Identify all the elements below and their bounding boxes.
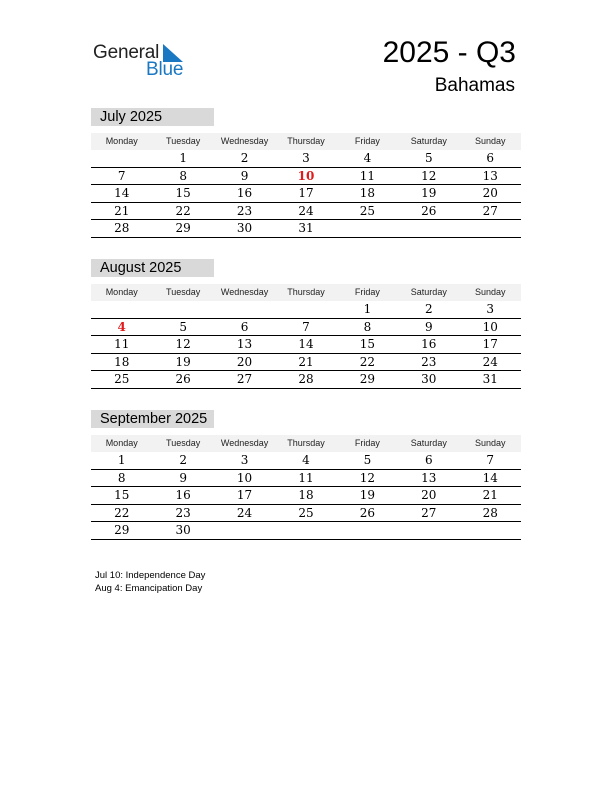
day-cell: 13	[482, 168, 498, 183]
week-row	[91, 203, 521, 221]
day-cell: 12	[359, 470, 376, 485]
empty-day-cell	[214, 301, 275, 318]
weekday-label: Sunday	[474, 438, 506, 448]
day-cell: 8	[363, 319, 372, 334]
week-row	[91, 505, 521, 523]
day-cell: 1	[179, 151, 187, 165]
month-label: September 2025	[91, 410, 214, 428]
empty-day-cell	[337, 220, 398, 237]
day-cell: 9	[240, 168, 249, 183]
week-row	[91, 319, 521, 337]
empty-day-cell	[460, 522, 521, 539]
week-row	[91, 470, 521, 488]
day-cell: 23	[421, 354, 437, 369]
week-row	[91, 220, 521, 238]
day-cell: 13	[421, 470, 437, 485]
day-cell: 26	[359, 505, 376, 520]
day-cell: 30	[421, 372, 437, 387]
day-cell: 2	[179, 453, 187, 467]
day-cell: 1	[117, 453, 126, 467]
day-cell: 19	[175, 354, 191, 369]
empty-day-cell	[91, 301, 152, 318]
day-cell: 20	[482, 186, 498, 201]
day-cell: 17	[298, 186, 314, 201]
day-cell: 21	[482, 488, 498, 503]
holiday-note: Jul 10: Independence Day	[95, 570, 206, 581]
day-cell: 11	[114, 337, 130, 352]
day-cell: 2	[425, 302, 433, 316]
day-cell: 25	[359, 203, 376, 218]
day-cell: 22	[359, 354, 376, 369]
week-row	[91, 185, 521, 203]
day-cell: 24	[298, 203, 314, 218]
holiday-note: Aug 4: Emancipation Day	[95, 583, 203, 594]
day-cell: 9	[425, 319, 433, 334]
day-cell: 18	[298, 488, 314, 503]
week-row	[91, 371, 521, 389]
day-cell: 16	[236, 186, 253, 201]
weekday-label: Friday	[354, 136, 380, 146]
logo-text-general: General	[93, 42, 160, 63]
day-cell: 11	[298, 470, 314, 485]
day-cell: 17	[236, 488, 253, 503]
weekday-label: Saturday	[410, 438, 447, 448]
empty-day-cell	[398, 220, 459, 237]
week-row	[91, 487, 521, 505]
day-cell: 29	[359, 372, 376, 387]
weekday-label: Friday	[354, 287, 380, 297]
weekday-label: Saturday	[410, 136, 447, 146]
day-cell: 23	[175, 505, 191, 520]
weekday-label: Tuesday	[166, 438, 201, 448]
weekday-label: Monday	[105, 438, 138, 448]
weekday-label: Monday	[105, 136, 138, 146]
week-row	[91, 354, 521, 372]
day-cell: 19	[421, 186, 437, 201]
week-row	[91, 522, 521, 540]
day-cell: 25	[298, 505, 314, 520]
day-cell: 3	[240, 453, 249, 467]
weekday-label: Wednesday	[220, 136, 269, 146]
weekday-label: Wednesday	[220, 438, 269, 448]
logo-text-blue: Blue	[146, 59, 184, 80]
day-cell: 4	[302, 453, 310, 467]
empty-day-cell	[214, 522, 275, 539]
day-cell: 22	[175, 203, 191, 218]
day-cell: 2	[240, 151, 249, 165]
day-cell: 13	[236, 337, 253, 352]
day-cell: 6	[486, 151, 495, 165]
weekday-label: Friday	[354, 438, 380, 448]
day-cell: 9	[179, 470, 187, 485]
day-cell: 12	[421, 168, 437, 183]
day-cell: 14	[482, 470, 498, 485]
weekday-label: Sunday	[474, 136, 506, 146]
day-cell: 5	[179, 319, 187, 334]
day-cell: 21	[298, 354, 314, 369]
day-cell: 5	[425, 151, 433, 165]
weekday-label: Sunday	[474, 287, 506, 297]
empty-day-cell	[337, 522, 398, 539]
empty-day-cell	[275, 522, 336, 539]
empty-day-cell	[275, 301, 336, 318]
weekday-label: Tuesday	[166, 136, 201, 146]
weekday-label: Wednesday	[220, 287, 269, 297]
day-cell: 20	[421, 488, 437, 503]
day-cell: 21	[114, 203, 130, 218]
day-cell: 10	[482, 319, 498, 334]
day-cell: 26	[421, 203, 437, 218]
day-cell: 7	[117, 168, 126, 183]
weekday-label: Tuesday	[166, 287, 201, 297]
day-cell: 14	[114, 186, 130, 201]
week-row	[91, 150, 521, 168]
day-cell: 7	[302, 319, 310, 334]
day-cell: 8	[117, 470, 126, 485]
day-cell: 28	[114, 221, 130, 236]
day-cell: 5	[363, 453, 372, 467]
day-cell: 24	[236, 505, 253, 520]
day-cell: 8	[179, 168, 187, 183]
day-cell: 11	[359, 168, 376, 183]
weekday-label: Thursday	[287, 287, 325, 297]
day-cell: 20	[236, 354, 253, 369]
weeks	[91, 301, 521, 389]
empty-day-cell	[398, 522, 459, 539]
day-cell: 25	[114, 372, 130, 387]
holiday-day-cell: 4	[117, 319, 126, 334]
day-cell: 17	[482, 337, 498, 352]
day-cell: 29	[114, 523, 130, 538]
day-cell: 14	[298, 337, 314, 352]
week-row	[91, 452, 521, 470]
month-calendar-july	[91, 108, 521, 238]
weekday-label: Saturday	[410, 287, 447, 297]
day-cell: 1	[363, 302, 372, 316]
week-row	[91, 336, 521, 354]
day-cell: 23	[236, 203, 253, 218]
day-cell: 31	[298, 221, 314, 236]
holiday-notes	[95, 569, 205, 595]
day-cell: 3	[302, 151, 310, 165]
day-cell: 28	[482, 505, 498, 520]
page-subtitle: Bahamas	[434, 75, 515, 96]
day-cell: 22	[114, 505, 130, 520]
weekday-header	[91, 133, 521, 150]
holiday-day-cell: 10	[297, 168, 315, 183]
day-cell: 7	[486, 453, 495, 467]
day-cell: 26	[175, 372, 191, 387]
weekday-label: Monday	[105, 287, 138, 297]
day-cell: 31	[482, 372, 498, 387]
month-calendar-august	[91, 259, 521, 389]
empty-day-cell	[91, 150, 152, 167]
day-cell: 18	[114, 354, 130, 369]
day-cell: 30	[175, 523, 191, 538]
day-cell: 27	[421, 505, 437, 520]
logo	[93, 40, 193, 80]
day-cell: 19	[359, 488, 376, 503]
weekday-label: Thursday	[287, 438, 325, 448]
week-row	[91, 301, 521, 319]
weeks	[91, 452, 521, 540]
day-cell: 6	[240, 319, 249, 334]
day-cell: 30	[236, 221, 253, 236]
day-cell: 29	[175, 221, 191, 236]
month-calendar-september	[91, 410, 521, 540]
month-label: August 2025	[91, 259, 214, 277]
day-cell: 16	[421, 337, 437, 352]
day-cell: 6	[425, 453, 433, 467]
empty-day-cell	[460, 220, 521, 237]
day-cell: 18	[359, 186, 376, 201]
day-cell: 3	[486, 302, 495, 316]
month-label: July 2025	[91, 108, 214, 126]
empty-day-cell	[152, 301, 213, 318]
week-row	[91, 168, 521, 186]
weekday-header	[91, 284, 521, 301]
day-cell: 16	[175, 488, 191, 503]
day-cell: 24	[482, 354, 498, 369]
day-cell: 15	[359, 337, 376, 352]
day-cell: 15	[175, 186, 191, 201]
day-cell: 27	[482, 203, 498, 218]
weeks	[91, 150, 521, 238]
day-cell: 27	[236, 372, 253, 387]
weekday-label: Thursday	[287, 136, 325, 146]
day-cell: 10	[236, 470, 253, 485]
day-cell: 12	[175, 337, 191, 352]
day-cell: 15	[114, 488, 130, 503]
weekday-header	[91, 435, 521, 452]
day-cell: 28	[298, 372, 314, 387]
day-cell: 4	[363, 151, 372, 165]
page-title: 2025 - Q3	[382, 36, 516, 69]
